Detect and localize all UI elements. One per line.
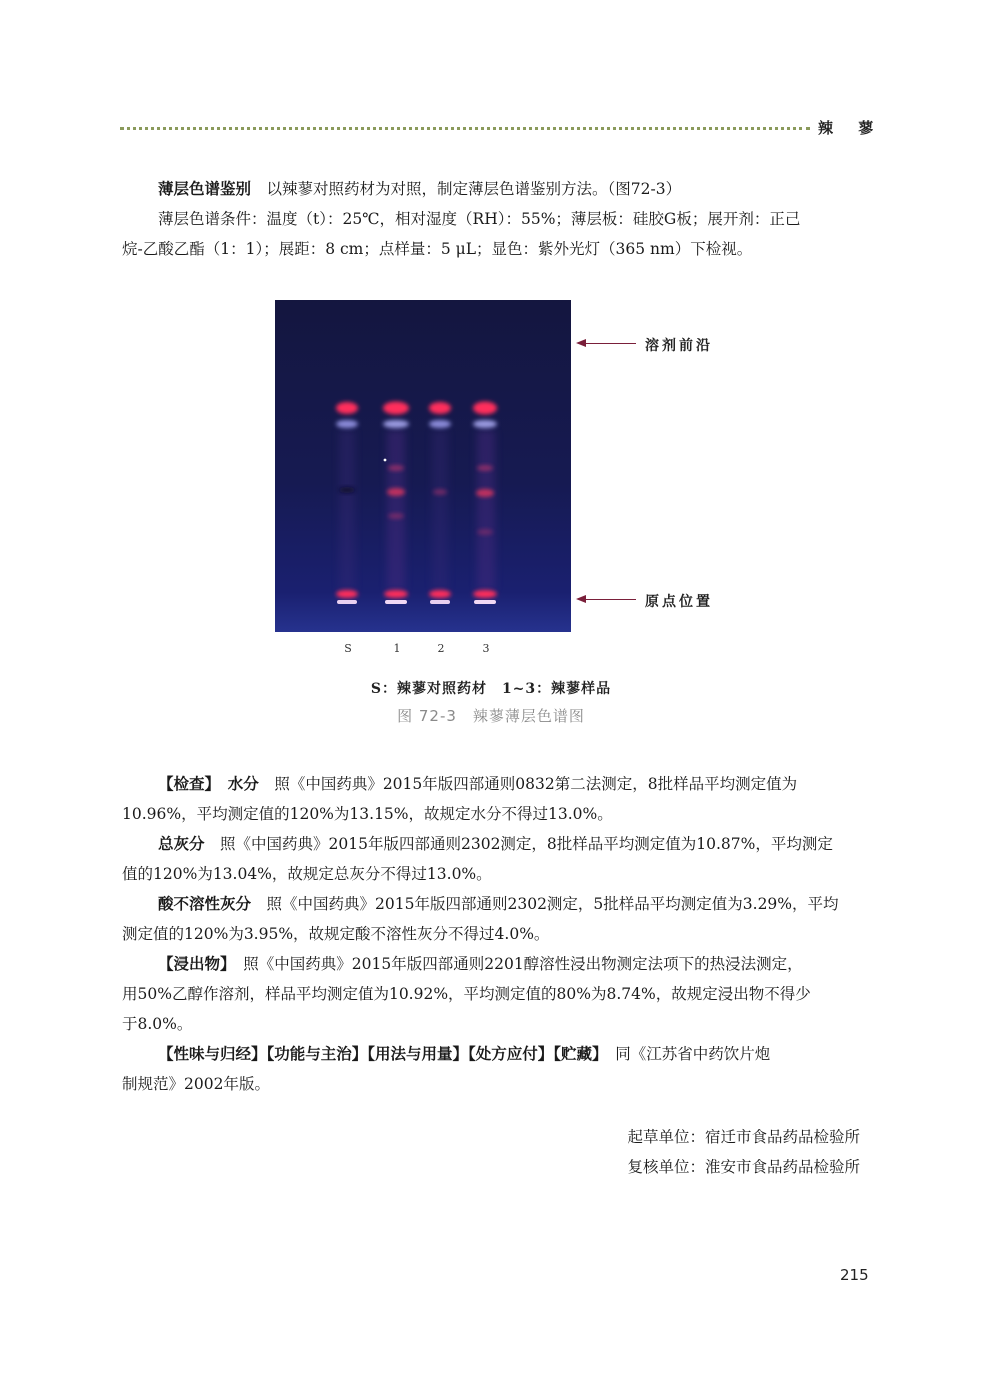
band-3-top-blue [473,420,497,428]
figure-legend: S：辣蓼对照药材 1~3：辣蓼样品 [370,681,612,697]
figure-caption: 图 72-3 辣蓼薄层色谱图 [397,707,585,725]
draft-unit: 起草单位：宿迁市食品药品检验所 [627,1128,860,1146]
tlc-plate-image [275,300,571,632]
band-3-mid-c [477,529,493,535]
band-3-origin-white [474,600,496,604]
lane-label-3: 3 [482,642,490,655]
extract-line1 [122,949,862,979]
other-line2: 制规范》2002年版。 [122,1075,270,1093]
band-3-origin-red [473,590,497,598]
speck [384,459,387,462]
tlc-intro-paragraph [122,174,862,264]
band-3-top-red [473,402,497,415]
band-3-mid-b [476,489,494,497]
ash-line1 [122,829,862,859]
band-2-mid-b [433,489,447,495]
band-3-mid-a [477,465,493,471]
water-label: 水分 [227,774,259,793]
extract-line2: 用50%乙醇作溶剂，样品平均测定值为10.92%，平均测定值的80%为8.74%，故规定浸出物不得少 [122,985,811,1003]
other-text-1: 同《江苏省中药饮片炮 [615,1045,771,1063]
origin-position-label: 原点位置 [645,594,713,610]
band-1-origin-red [384,590,408,598]
tlc-plate-svg [275,300,571,632]
water-line2: 10.96%，平均测定值的120%为13.15%，故规定水分不得过13.0%。 [122,805,613,823]
running-header-title: 辣 蓼 [818,119,884,137]
tlc-section-label: 薄层色谱鉴别 [158,179,252,198]
solvent-front-label: 溶剂前沿 [645,338,713,354]
tlc-conditions-line2: 烷-乙酸乙酯（1：1）；展距：8 cm；点样量：5 μL；显色：紫外光灯（365 nm）下检视。 [122,240,753,258]
tlc-intro-text: 以辣蓼对照药材为对照，制定薄层色谱鉴别方法。（图72-3） [266,180,682,198]
lane-label-s: S [344,642,352,655]
band-2-origin-red [429,590,451,598]
acid-line1 [122,889,862,919]
tlc-conditions-line1: 薄层色谱条件：温度（t）：25℃，相对湿度（RH）：55%；薄层板：硅胶G板；展开剂：正己 [158,210,801,228]
page-number: 215 [840,1266,869,1284]
lane-trail-2 [432,430,448,590]
extract-text-1: 照《中国药典》2015年版四部通则2201醇溶性浸出物测定法项下的热浸法测定， [243,955,803,973]
ash-text-1: 照《中国药典》2015年版四部通则2302测定，8批样品平均测定值为10.87%，平均测定 [220,835,833,853]
acid-text-1: 照《中国药典》2015年版四部通则2302测定，5批样品平均测定值为3.29%，平均 [266,895,839,913]
band-2-top-red [429,402,451,414]
band-1-top-red [383,402,409,415]
lane-trail-3 [477,430,495,590]
band-1-mid-a [388,465,404,471]
band-2-top-blue [429,420,451,428]
water-line1 [122,769,862,799]
review-unit: 复核单位：淮安市食品药品检验所 [627,1158,860,1176]
acid-label: 酸不溶性灰分 [158,894,252,913]
other-line1 [122,1039,862,1069]
band-2-origin-white [430,600,450,604]
other-tags: 【性味与归经】【功能与主治】【用法与用量】【处方应付】【贮藏】 [158,1044,600,1063]
band-s-top-blue [336,420,358,428]
band-s-origin-white [337,600,357,604]
band-s-dark [339,487,355,493]
water-text-1: 照《中国药典》2015年版四部通则0832第二法测定，8批样品平均测定值为 [274,775,798,793]
checks-section [122,769,862,1099]
extract-line3: 于8.0%。 [122,1015,193,1033]
acid-line2: 测定值的120%为3.95%，故规定酸不溶性灰分不得过4.0%。 [122,925,550,943]
band-s-origin-red [336,590,358,598]
band-1-mid-c [388,513,404,519]
header-dotted-rule [120,127,810,130]
band-1-origin-white [385,600,407,604]
lane-trail-1 [387,430,405,590]
ash-line2: 值的120%为13.04%，故规定总灰分不得过13.0%。 [122,865,492,883]
band-1-mid-b [387,488,405,496]
extract-tag: 【浸出物】 [158,954,228,973]
band-s-top-red [336,402,358,414]
arrow-origin-line [584,599,636,600]
tlc-intro-line [122,174,862,204]
band-1-top-blue [383,420,409,428]
lane-label-2: 2 [437,642,445,655]
check-tag: 【检查】 [158,774,213,793]
ash-label: 总灰分 [158,834,205,853]
arrow-front-line [584,343,636,344]
lane-label-1: 1 [393,642,401,655]
lane-trail-s [339,430,355,590]
